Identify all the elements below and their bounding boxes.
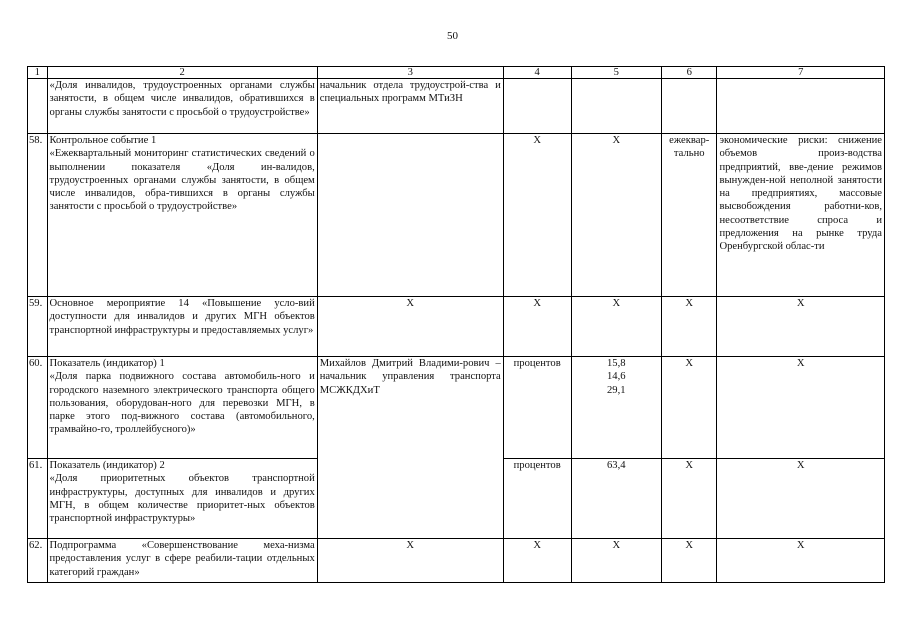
table-row xyxy=(28,79,885,134)
row-values xyxy=(571,79,661,134)
column-header: 6 xyxy=(661,67,716,79)
row-values: 15,8 14,6 29,1 xyxy=(571,357,661,459)
row-risks: X xyxy=(717,297,885,357)
row-description: Подпрограмма «Совершенствование меха-низма предоставления услуг в сфере реабили-тации отдельных категорий граждан» xyxy=(47,539,317,583)
row-risks: X xyxy=(717,459,885,539)
row-number: 60. xyxy=(28,357,48,459)
column-header: 1 xyxy=(28,67,48,79)
row-description: Контрольное событие 1 «Ежеквартальный мониторинг статистических сведений о выполнении показателя «Доля ин-валидов, трудоустроенных органами службы занятости, в общем числе инвалидов, обра-тившихся в органы службы занятости с просьбой о трудоустройстве» xyxy=(47,134,317,297)
row-description: «Доля инвалидов, трудоустроенных органами службы занятости, в общем числе инвалидов, обратившихся в органы службы занятости с просьбой о трудоустройстве» xyxy=(47,79,317,134)
column-header: 7 xyxy=(717,67,885,79)
row-period xyxy=(661,79,716,134)
row-risks: экономические риски: снижение объемов произ-водства предприятий, вве-дение режимов вынужден-ной неполной занятости на предприятиях, массовые высвобождения работни-ков, несоответствие спроса и предложения на рынке труда Оренбургской облас-ти xyxy=(717,134,885,297)
row-values: X xyxy=(571,539,661,583)
column-header: 5 xyxy=(571,67,661,79)
row-period: X xyxy=(661,357,716,459)
row-description: Показатель (индикатор) 2 «Доля приоритетных объектов транспортной инфраструктуры, доступных для инвалидов и других МГН, в общем количестве приоритет-ных объектов транспортной инфраструктуры» xyxy=(47,459,317,539)
row-number: 59. xyxy=(28,297,48,357)
row-unit: X xyxy=(503,297,571,357)
row-description: Показатель (индикатор) 1 «Доля парка подвижного состава автомобиль-ного и городского наземного электрического транспорта общего пользования, оборудован-ного для перевозки МГН, в парке этого под-вижного состава (автомобильного, трамвайно-го, троллейбусного)» xyxy=(47,357,317,459)
row-number: 62. xyxy=(28,539,48,583)
row-number: 61. xyxy=(28,459,48,539)
program-table xyxy=(27,66,885,583)
row-risks: X xyxy=(717,539,885,583)
row-values: X xyxy=(571,297,661,357)
row-period: ежеквар-тально xyxy=(661,134,716,297)
row-responsible xyxy=(317,134,503,297)
table-row xyxy=(28,134,885,297)
row-responsible: X xyxy=(317,297,503,357)
row-responsible: начальник отдела трудоустрой-ства и специальных программ МТиЗН xyxy=(317,79,503,134)
page-number: 50 xyxy=(447,30,458,42)
table-row xyxy=(28,297,885,357)
column-header: 2 xyxy=(47,67,317,79)
row-values: 63,4 xyxy=(571,459,661,539)
row-unit: X xyxy=(503,539,571,583)
row-period: X xyxy=(661,297,716,357)
row-unit: процентов xyxy=(503,357,571,459)
row-number: 58. xyxy=(28,134,48,297)
column-header: 4 xyxy=(503,67,571,79)
row-responsible: Михайлов Дмитрий Владими-рович – начальник управления транспорта МСЖКДХиТ xyxy=(317,357,503,539)
row-responsible: X xyxy=(317,539,503,583)
row-unit: процентов xyxy=(503,459,571,539)
table-row xyxy=(28,539,885,583)
row-number xyxy=(28,79,48,134)
row-risks: X xyxy=(717,357,885,459)
row-period: X xyxy=(661,459,716,539)
row-unit xyxy=(503,79,571,134)
header-row xyxy=(28,67,885,79)
row-risks xyxy=(717,79,885,134)
row-unit: X xyxy=(503,134,571,297)
column-header: 3 xyxy=(317,67,503,79)
table-row xyxy=(28,357,885,459)
row-description: Основное мероприятие 14 «Повышение усло-вий доступности для инвалидов и других МГН объектов транспортной инфраструктуры и предоставляемых услуг» xyxy=(47,297,317,357)
row-values: X xyxy=(571,134,661,297)
row-period: X xyxy=(661,539,716,583)
